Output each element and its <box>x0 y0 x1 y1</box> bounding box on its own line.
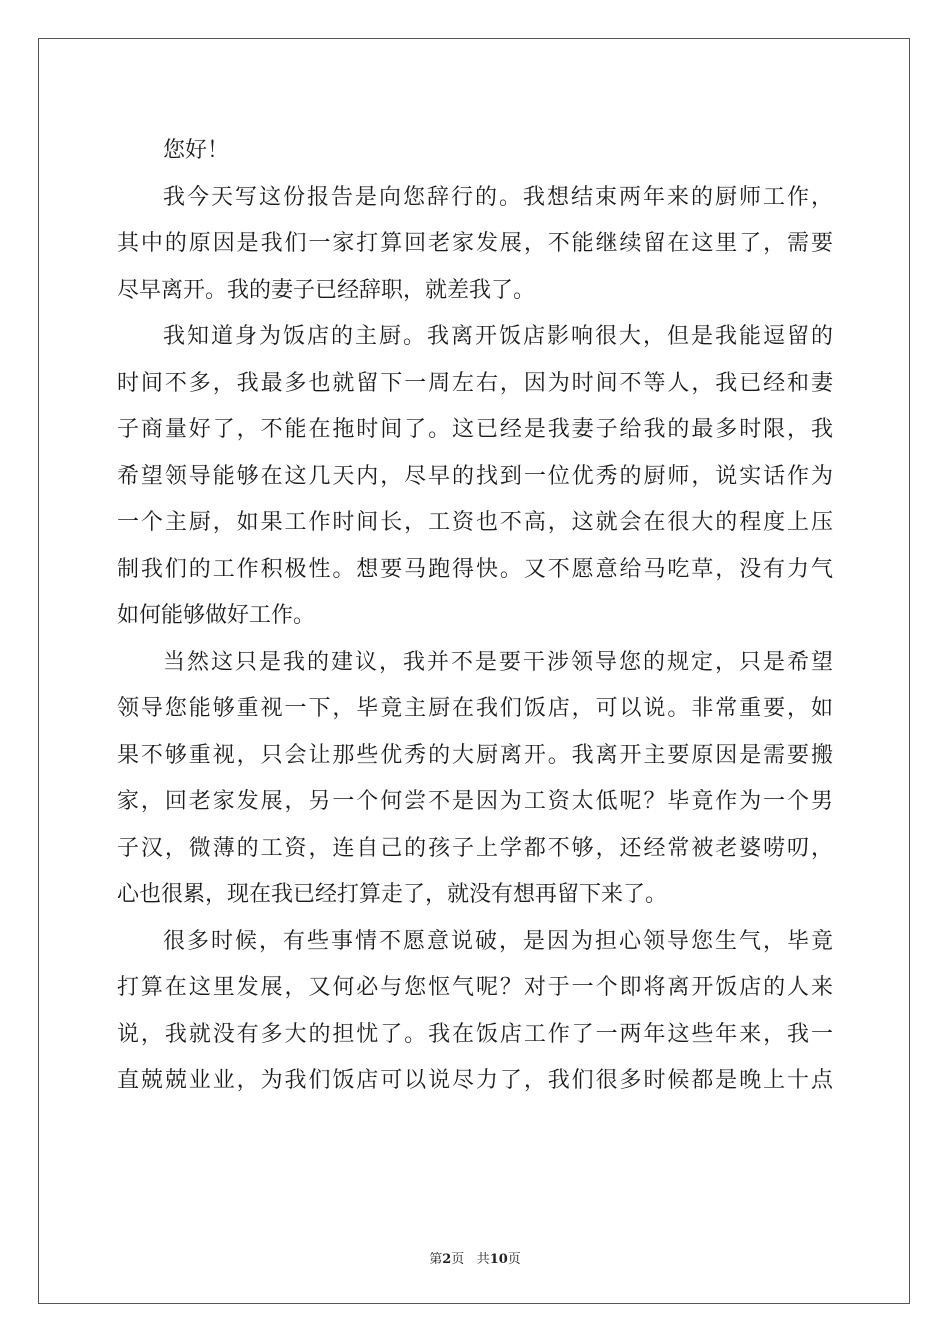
page-footer <box>0 1248 950 1267</box>
paragraph-line: 心也很累，现在我已经打算走了，就没有想再留下来了。 <box>117 882 668 907</box>
paragraph-line: 家，回老家发展，另一个何尝不是因为工资太低呢？毕竟作为一个男 <box>117 789 833 814</box>
paragraph-line: 一个主厨，如果工作时间长，工资也不高，这就会在很大的程度上压 <box>117 510 833 535</box>
paragraph-line: 时间不多，我最多也就留下一周左右，因为时间不等人，我已经和妻 <box>117 370 833 396</box>
paragraph-line: 如何能够做好工作。 <box>117 603 316 628</box>
page-suffix: 页 <box>451 1252 465 1267</box>
paragraph-line: 领导您能够重视一下，毕竟主厨在我们饭店，可以说。非常重要，如 <box>117 696 833 721</box>
total-prefix: 共 <box>476 1252 490 1267</box>
paragraph-line: 我知道身为饭店的主厨。我离开饭店影响很大，但是我能逗留的 <box>163 324 833 349</box>
paragraph-line: 当然这只是我的建议，我并不是要干涉领导您的规定，只是希望 <box>163 649 833 675</box>
paragraph-line: 果不够重视，只会让那些优秀的大厨离开。我离开主要原因是需要搬 <box>117 742 833 768</box>
paragraph-line: 子商量好了，不能在拖时间了。这已经是我妻子给我的最多时限，我 <box>117 417 833 442</box>
document-body <box>117 128 833 1105</box>
paragraph-line: 我今天写这份报告是向您辞行的。我想结束两年来的厨师工作， <box>163 184 833 210</box>
paragraph-line: 很多时候，有些事情不愿意说破，是因为担心领导您生气，毕竟 <box>163 928 833 954</box>
page-number: 2 <box>442 1252 452 1267</box>
paragraph-line: 制我们的工作积极性。想要马跑得快。又不愿意给马吃草，没有力气 <box>117 556 833 582</box>
paragraph-line: 说，我就没有多大的担忧了。我在饭店工作了一两年这些年来，我一 <box>117 1021 833 1047</box>
paragraph-line: 希望领导能够在这几天内，尽早的找到一位优秀的厨师，说实话作为 <box>117 463 833 489</box>
total-suffix: 页 <box>507 1252 521 1267</box>
total-pages: 10 <box>489 1252 508 1267</box>
paragraph-line: 子汉，微薄的工资，连自己的孩子上学都不够，还经常被老婆唠叨， <box>117 835 833 861</box>
greeting-line: 您好！ <box>163 138 230 163</box>
page-prefix: 第 <box>429 1252 443 1267</box>
paragraph-line: 其中的原因是我们一家打算回老家发展，不能继续留在这里了，需要 <box>117 231 833 256</box>
paragraph-line: 打算在这里发展，又何必与您怄气呢？对于一个即将离开饭店的人来 <box>117 975 833 1000</box>
paragraph-line: 直兢兢业业，为我们饭店可以说尽力了，我们很多时候都是晚上十点 <box>117 1068 833 1093</box>
paragraph-line: 尽早离开。我的妻子已经辞职，就差我了。 <box>117 277 536 303</box>
